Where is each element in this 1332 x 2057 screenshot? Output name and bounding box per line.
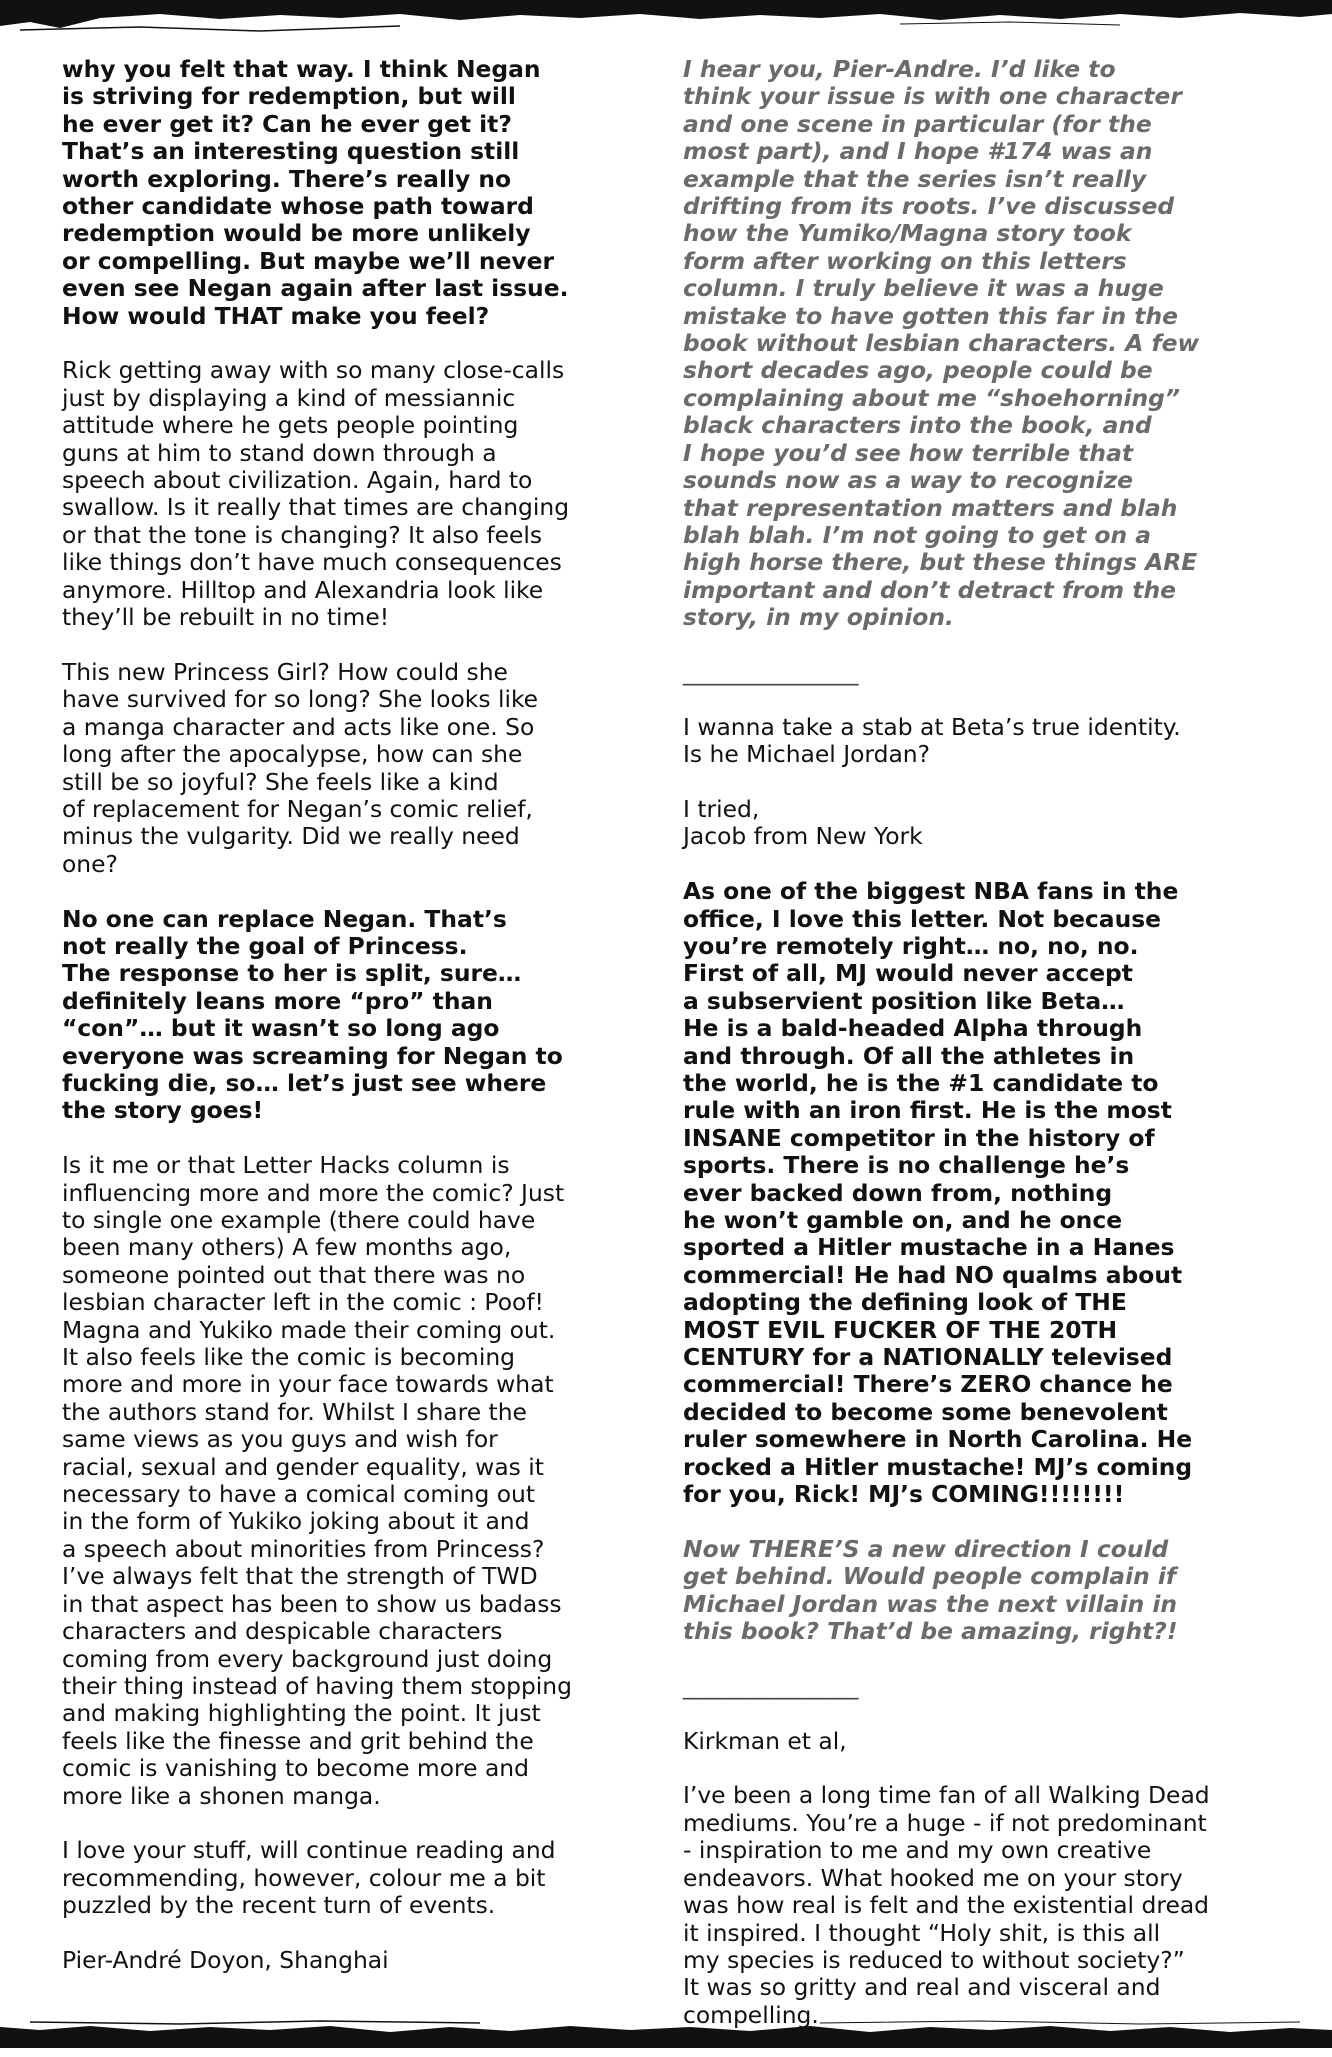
letter-paragraph-fan: I’ve been a long time fan of all Walking Dead mediums. You’re a huge - if not predominant - inspiration to me and my own creative endeavors. What hooked me on your story was how real is felt and the existential dread it inspired. I thought “Holy shit, is this all my species is reduced to without society?” It was so gritty and real and visceral and compelling. [683, 1781, 1210, 2029]
letter-paragraph-princess: This new Princess Girl? How could she have survived for so long? She looks like a manga character and acts like one. So long after the apocalypse, how can she still be so joyful? She feels like a kind of replacement for Negan’s comic relief, minus the vulgarity. Did we really need one? [62, 657, 539, 878]
divider-line: _______________ [683, 1671, 859, 1700]
reply-michael-jordan: As one of the biggest NBA fans in the office, I love this letter. Not because you’re remotely right… no, no, no. First of all, MJ would never accept a subservient position like Beta… He is a bald-headed Alpha through and through. Of all the athletes in the world, he is the #1 candidate to rule with an iron first. He is the most INSANE competitor in the history of sports. There is no challenge he’s ever backed down from, nothing he won’t gamble on, and he once sported a Hitler mustache in a Hanes commercial! He had NO qualms about adopting the defining look of THE MOST EVIL FUCKER OF THE 20TH CENTURY for a NATIONALLY televised commercial! There’s ZERO chance he decided to become some benevolent ruler somewhere in North Carolina. He rocked a Hitler mustache! MJ’s coming for you, Rick! MJ’s COMING!!!!!!!! [683, 877, 1193, 1509]
letter-salutation: Kirkman et al, [683, 1726, 847, 1755]
top-grunge-border [0, 0, 1332, 40]
left-column [62, 56, 652, 2002]
letter-signature: Pier-André Doyon, Shanghai [62, 1945, 389, 1974]
reply-representation: I hear you, Pier-Andre. I’d like to think your issue is with one character and one scene in particular (for the most part), and I hope #174 was an example that the series isn’t really drifting from its roots. I’ve discussed how the Yumiko/Magna story took form after working on this letters column. I truly believe it was a huge mistake to have gotten this far in the book without lesbian characters. A few short decades ago, people could be complaining about me “shoehorning” black characters into the book, and I hope you’d see how terrible that sounds now as a way to recognize that representation matters and blah blah blah. I’m not going to get on a high horse there, but these things ARE important and don’t detract from the story, in my opinion. [683, 55, 1200, 632]
bottom-grunge-border [0, 2012, 1332, 2048]
divider-line: _______________ [683, 657, 859, 686]
letter-paragraph-closing: I love your stuff, will continue reading and recommending, however, colour me a bit puzzled by the recent turn of events. [62, 1836, 556, 1920]
reply-negan-redemption: why you felt that way. I think Negan is striving for redemption, but will he ever get it? Can he ever get it? That’s an interesting question still worth exploring. There’s really no other candidate whose path toward redemption would be more unlikely or compelling. But maybe we’ll never even see Negan again after last issue. How would THAT make you feel? [62, 55, 569, 330]
letter-paragraph-rick: Rick getting away with so many close-calls just by displaying a kind of messiannic attitude where he gets people pointing guns at him to stand down through a speech about civilization. Again, hard to swallow. Is it really that times are changing or that the tone is changing? It also feels like things don’t have much consequences anymore. Hilltop and Alexandria look like they’ll be rebuilt in no time! [62, 356, 570, 632]
letter-paragraph-letter-hacks: Is it me or that Letter Hacks column is influencing more and more the comic? Just to single one example (there could have been many others) A few months ago, someone pointed out that there was no lesbian character left in the comic : Poof! Magna and Yukiko made their coming out. It also feels like the comic is becoming more and more in your face towards what the authors stand for. Whilst I share the same views as you guys and wish for racial, sexual and gender equality, was it necessary to have a comical coming out in the form of Yukiko joking about it and a speech about minorities from Princess? I’ve always felt that the strength of TWD in that aspect has been to show us badass characters and despicable characters coming from every background just doing their thing instead of having them stopping and making highlighting the point. It just feels like the finesse and grit behind the comic is vanishing to become more and more like a shonen manga. [62, 1151, 572, 1810]
reply-princess: No one can replace Negan. That’s not really the goal of Princess. The response to her is split, sure… definitely leans more “pro” than “con”… but it wasn’t so long ago everyone was screaming for Negan to fucking die, so… let’s just see where the story goes! [62, 904, 563, 1125]
reply-new-direction: Now THERE’S a new direction I could get behind. Would people complain if Michael Jordan was the next villain in this book? That’d be amazing, right?! [683, 1534, 1178, 1646]
letter-paragraph-beta: I wanna take a stab at Beta’s true identity. Is he Michael Jordan? [683, 712, 1181, 769]
right-column [683, 56, 1273, 2057]
letter-signature-jacob: I tried, Jacob from New York [683, 794, 923, 851]
